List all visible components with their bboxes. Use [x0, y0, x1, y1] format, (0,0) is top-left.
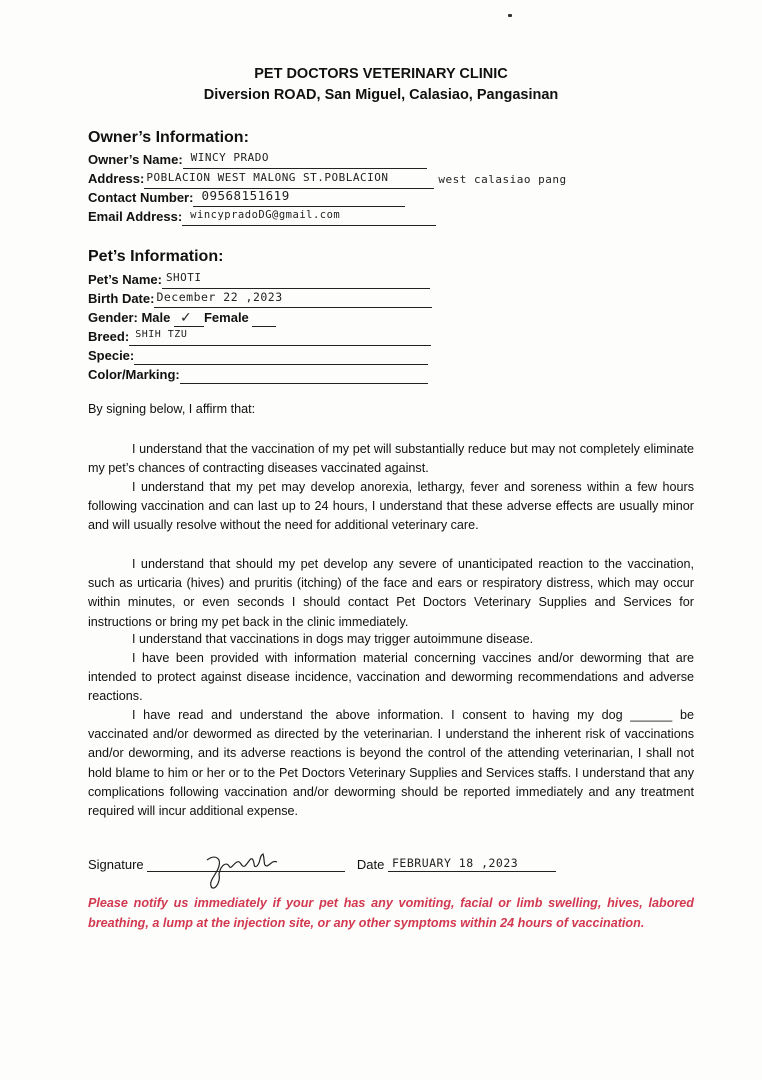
- date-input[interactable]: [388, 856, 556, 872]
- pet-name-value: SHOTI: [165, 271, 202, 284]
- consent-paragraph-5-text: I have been provided with information material concerning vaccines and/or deworming that are intended to protect against disease incidence, vaccination and deworming recommendations and adverse reactions.: [88, 651, 694, 704]
- address-label: Address:: [88, 171, 145, 186]
- consent-paragraph-1: [88, 440, 694, 478]
- consent-paragraph-1-text: I understand that the vaccination of my pet will substantially reduce but may not completely eliminate my pet’s chances of contracting diseases vaccinated against.: [88, 442, 694, 476]
- gender-female-blank[interactable]: [252, 312, 276, 327]
- color-marking-label: Color/Marking:: [88, 367, 180, 382]
- owner-name-value: WINCY PRADO: [190, 151, 270, 164]
- pet-name-input[interactable]: [162, 271, 430, 289]
- gender-label: Gender: Male: [88, 310, 171, 325]
- address-value-continued: west calasiao pang: [438, 173, 567, 186]
- pet-name-field: [88, 271, 430, 289]
- signature-row: [88, 856, 556, 872]
- specie-input[interactable]: [134, 350, 428, 365]
- contact-field: [88, 189, 405, 207]
- birth-date-field: [88, 290, 432, 308]
- email-value: wincypradoDG@gmail.com: [190, 209, 341, 221]
- address-value: POBLACION WEST MALONG ST.POBLACION: [146, 171, 389, 184]
- owner-name-input[interactable]: [183, 151, 427, 169]
- consent-paragraph-5: [88, 649, 694, 707]
- contact-label: Contact Number:: [88, 190, 194, 205]
- clinic-name: PET DOCTORS VETERINARY CLINIC: [254, 66, 508, 82]
- pet-section-title: Pet’s Information:: [88, 248, 224, 265]
- gender-field: [88, 309, 276, 327]
- clinic-address: Diversion ROAD, San Miguel, Calasiao, Pangasinan: [203, 87, 559, 103]
- consent-paragraph-3: [88, 555, 694, 632]
- clinic-header: [0, 64, 762, 106]
- date-label: Date: [356, 857, 385, 872]
- consent-paragraph-6-text: I have read and understand the above information. I consent to having my dog ______ be vaccinated and/or dewormed as directed by the veterinarian. I understand the inherent risk of vaccinations and/or deworming, and its adverse reactions is beyond the control of the attending veterinarian, I shall not hold blame to him or her or to the Pet Doctors Veterinary Supplies and Services staffs. I understand that any complications following vaccination and/or deworming should be reported immediately and any treatment required will incur additional expense.: [88, 708, 694, 819]
- owner-name-label: Owner’s Name:: [88, 152, 183, 167]
- color-marking-field: [88, 366, 428, 384]
- specie-field: [88, 347, 428, 365]
- birth-date-input[interactable]: [154, 290, 432, 308]
- post-vaccination-notice: Please notify us immediately if your pet has any vomiting, facial or limb swelling, hives, labored breathing, a lump at the injection site, or any other symptoms within 24 hours of vaccination.: [88, 896, 694, 930]
- specie-label: Specie:: [88, 348, 135, 363]
- consent-paragraph-2: [88, 478, 694, 536]
- pet-name-label: Pet’s Name:: [88, 272, 162, 287]
- signature-scribble: [201, 850, 291, 890]
- breed-input[interactable]: [129, 331, 431, 346]
- owner-section-title: Owner’s Information:: [88, 129, 249, 146]
- signature-input[interactable]: [147, 856, 345, 872]
- consent-paragraph-6: [88, 706, 694, 821]
- breed-field: [88, 328, 431, 346]
- birth-date-label: Birth Date:: [88, 291, 155, 306]
- date-value: FEBRUARY 18 ,2023: [392, 856, 519, 870]
- contact-value: 09568151619: [201, 188, 290, 203]
- consent-paragraph-4: [88, 630, 694, 649]
- email-label: Email Address:: [88, 209, 183, 224]
- gender-male-check: ✓: [179, 310, 193, 326]
- email-input[interactable]: [182, 211, 436, 226]
- owner-name-field: [88, 151, 427, 169]
- affirm-statement: By signing below, I affirm that:: [88, 402, 256, 416]
- color-marking-input[interactable]: [180, 369, 428, 384]
- breed-value: SHIH TZU: [135, 329, 188, 340]
- consent-paragraph-2-text: I understand that my pet may develop anorexia, lethargy, fever and soreness within a few hours following vaccination and can last up to 24 hours, I understand that these adverse effects are usually minor and will usually resolve without the need for additional veterinary care.: [88, 480, 694, 533]
- breed-label: Breed:: [88, 329, 130, 344]
- consent-paragraph-4-text: I understand that vaccinations in dogs may trigger autoimmune disease.: [132, 632, 534, 646]
- gender-male-blank[interactable]: [174, 312, 204, 327]
- stray-mark: [508, 14, 512, 17]
- consent-paragraph-3-text: I understand that should my pet develop any severe of unanticipated reaction to the vaccination, such as urticaria (hives) and pruritis (itching) of the face and ears or respiratory distress, which may occur within minutes, or even seconds I should contact Pet Doctors Veterinary Supplies and Services for instructions or bring my pet back in the clinic immediately.: [88, 557, 694, 629]
- address-field: [88, 170, 567, 188]
- gender-female-label: Female: [203, 310, 249, 325]
- contact-input[interactable]: [193, 188, 405, 207]
- birth-date-value: December 22 ,2023: [156, 290, 283, 304]
- signature-label: Signature: [88, 857, 144, 872]
- email-field: [88, 208, 436, 226]
